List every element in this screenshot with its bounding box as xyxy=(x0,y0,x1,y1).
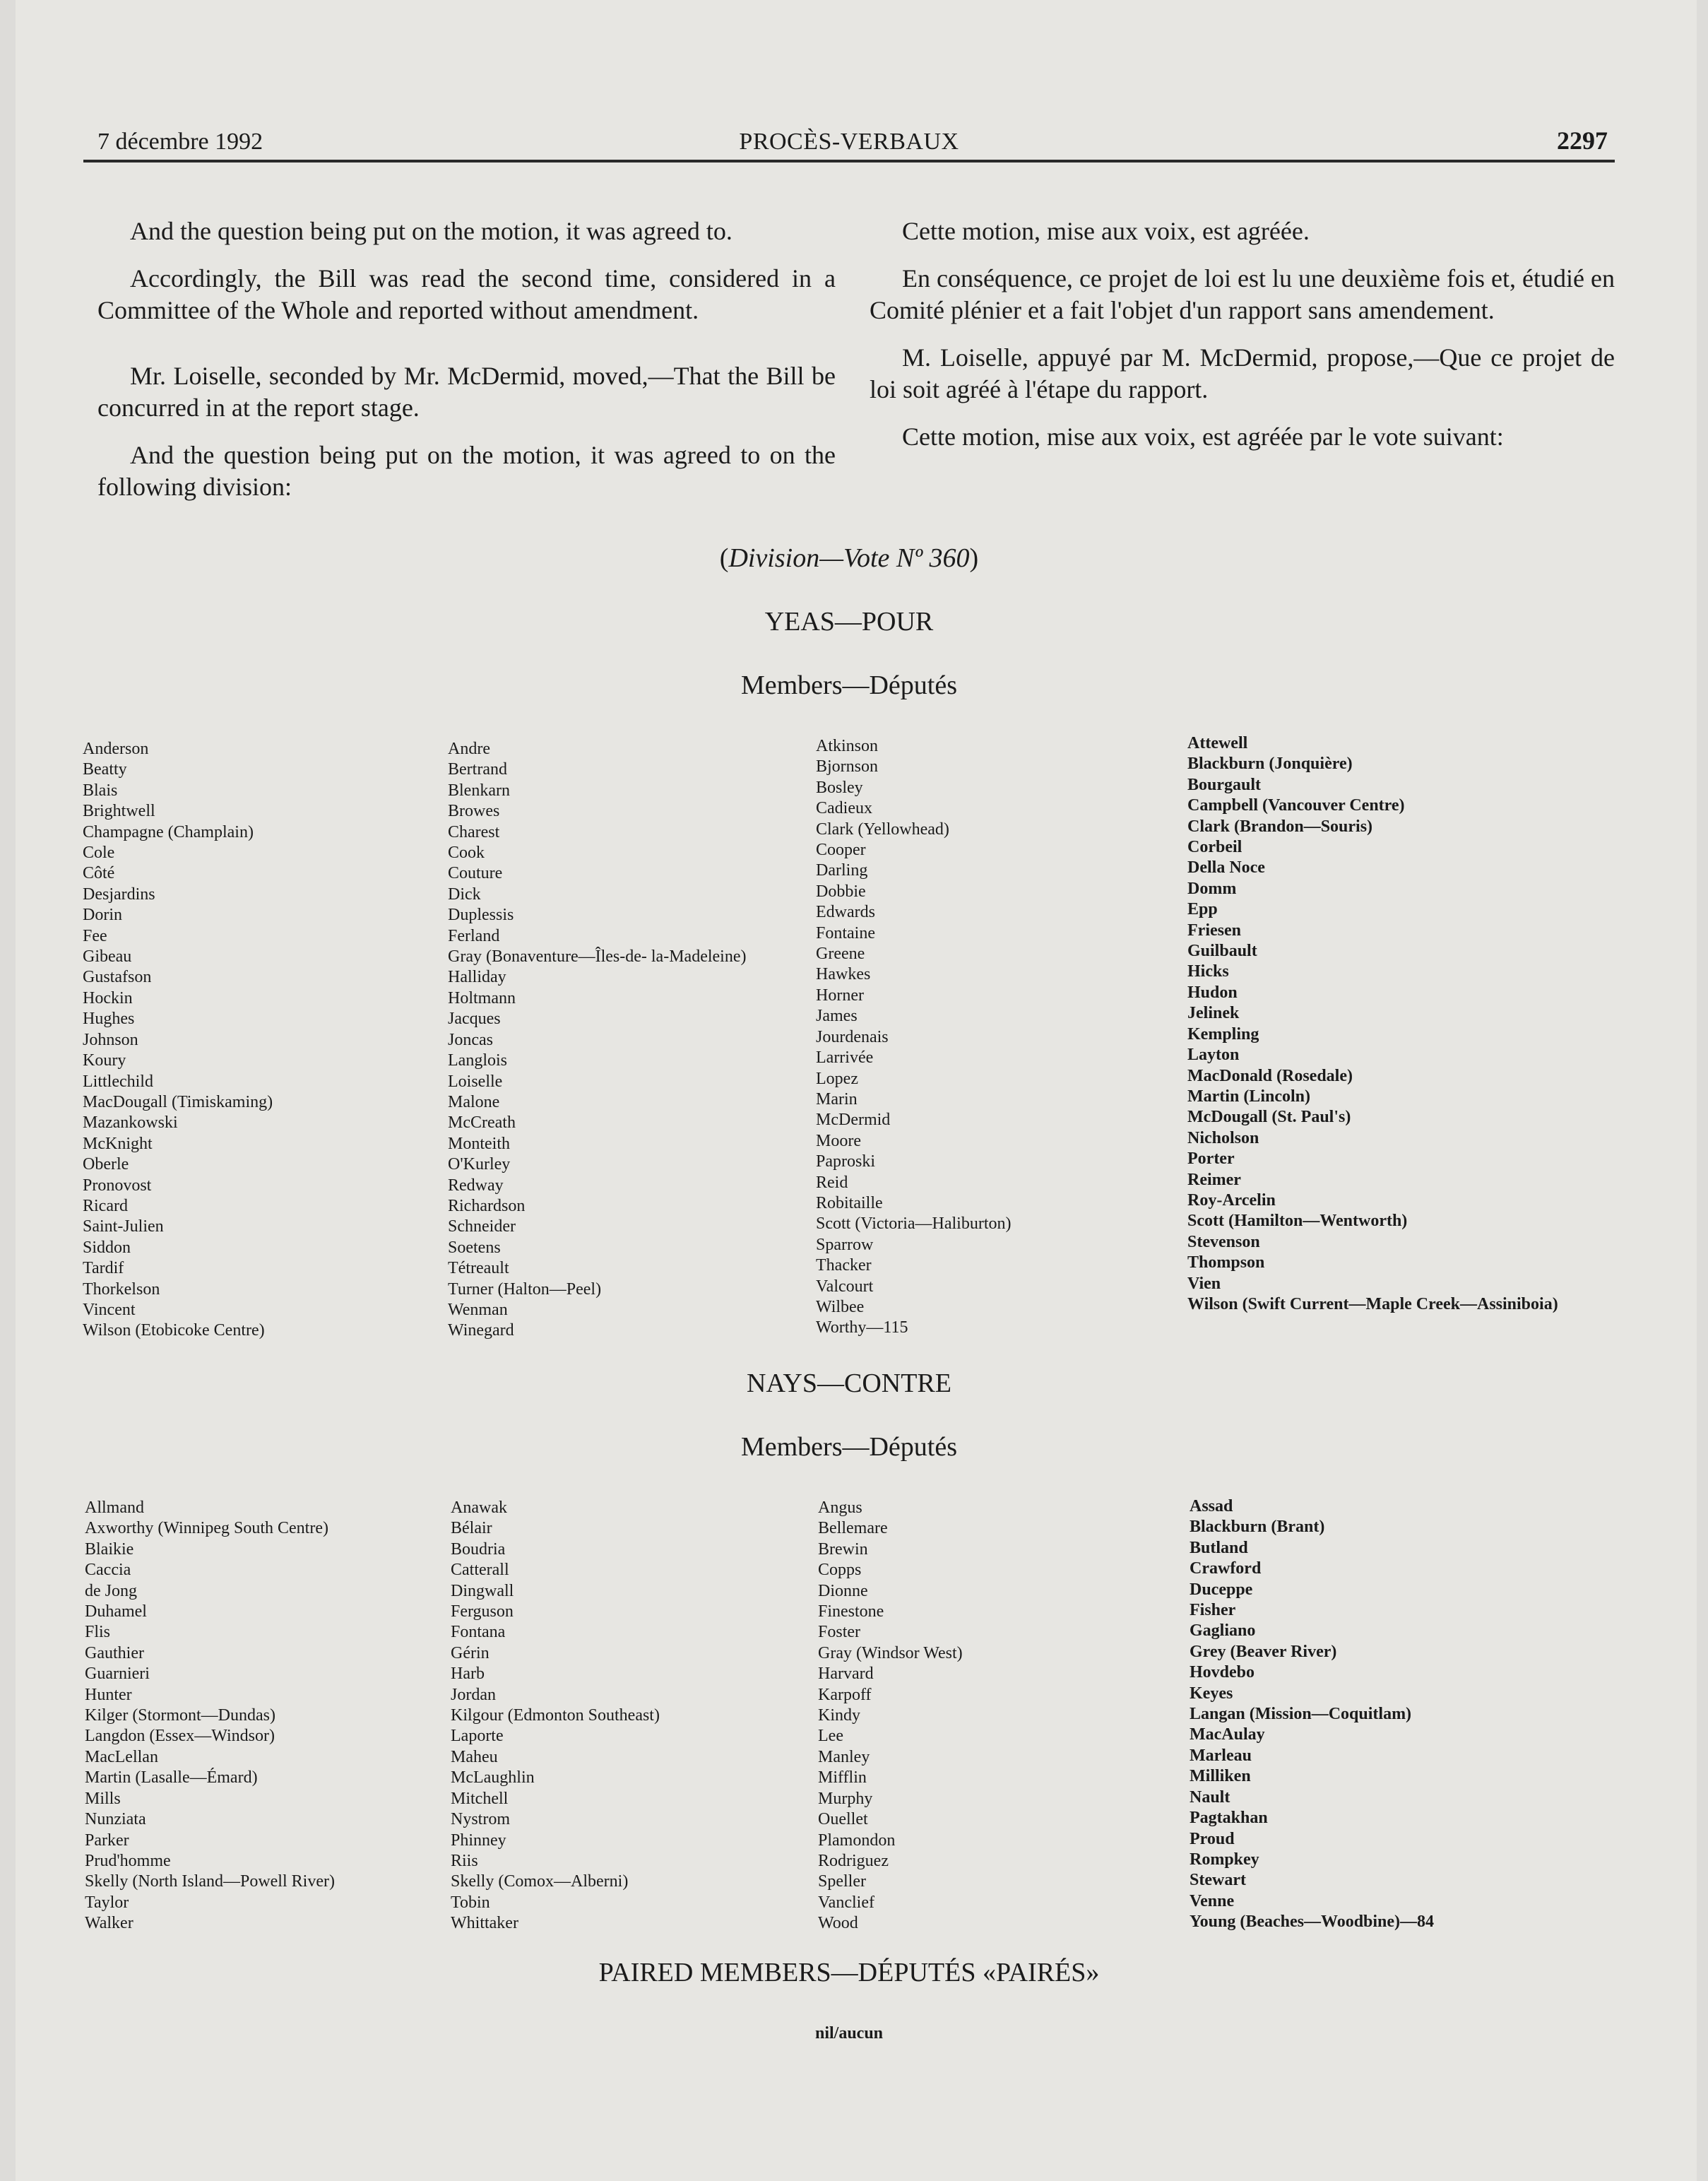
nays-member: Riis xyxy=(451,1851,478,1870)
nays-member: Wood xyxy=(818,1914,858,1933)
nays-member: Foster xyxy=(818,1623,860,1642)
yeas-column-3 xyxy=(816,736,1012,1339)
nays-member: Parker xyxy=(85,1831,129,1850)
nays-member: Gauthier xyxy=(85,1643,144,1662)
nays-member: Langan (Mission—Coquitlam) xyxy=(1190,1705,1412,1724)
page-number: 2297 xyxy=(1557,126,1608,155)
yeas-member: Lopez xyxy=(816,1069,858,1088)
yeas-member: Darling xyxy=(816,861,868,880)
french-paragraph-3: M. Loiselle, appuyé par M. McDermid, propose,—Que ce projet de loi soit agréé à l'étape du rapport. xyxy=(870,343,1615,403)
yeas-member: Gray (Bonaventure—Îles-de- la-Madeleine) xyxy=(448,947,747,967)
yeas-member: Loiselle xyxy=(448,1072,503,1091)
yeas-member: Fee xyxy=(83,926,107,945)
yeas-member: Kempling xyxy=(1187,1024,1259,1044)
yeas-member: Couture xyxy=(448,864,503,883)
nays-member: Murphy xyxy=(818,1789,873,1808)
nays-member: Walker xyxy=(85,1914,134,1933)
yeas-member: Côté xyxy=(83,864,115,883)
nays-column-4 xyxy=(1190,1496,1434,1933)
yeas-member: Oberle xyxy=(83,1155,129,1174)
yeas-member: Thacker xyxy=(816,1256,872,1275)
yeas-member: Dobbie xyxy=(816,882,866,901)
nays-member: Ferguson xyxy=(451,1602,514,1621)
yeas-member: Jacques xyxy=(448,1010,501,1029)
yeas-member: Joncas xyxy=(448,1030,493,1049)
yeas-member: Monteith xyxy=(448,1134,510,1153)
yeas-member: Andre xyxy=(448,740,490,758)
yeas-member: Bertrand xyxy=(448,760,507,779)
yeas-member: Tétreault xyxy=(448,1259,509,1278)
nays-member: Phinney xyxy=(451,1831,506,1850)
yeas-member: McKnight xyxy=(83,1134,153,1153)
division-open-paren: ( xyxy=(719,543,729,573)
yeas-member: Nicholson xyxy=(1187,1128,1259,1147)
nays-member: Pagtakhan xyxy=(1190,1809,1268,1828)
nays-member: Rodriguez xyxy=(818,1851,889,1870)
nays-member: Allmand xyxy=(85,1499,144,1517)
nays-member: Taylor xyxy=(85,1893,129,1912)
yeas-member: McDermid xyxy=(816,1111,891,1130)
yeas-member: Ferland xyxy=(448,926,500,945)
yeas-member: Reimer xyxy=(1187,1170,1241,1189)
nays-member: Fisher xyxy=(1190,1601,1236,1620)
yeas-member: Gibeau xyxy=(83,947,132,967)
yeas-member: Edwards xyxy=(816,903,875,922)
nays-member: Caccia xyxy=(85,1561,131,1580)
yeas-member: Clark (Yellowhead) xyxy=(816,820,949,839)
division-close-paren: ) xyxy=(969,543,979,573)
nays-member: Laporte xyxy=(451,1727,504,1746)
nays-member: Blaikie xyxy=(85,1539,134,1559)
nays-member: Assad xyxy=(1190,1497,1233,1515)
yeas-member: Siddon xyxy=(83,1238,131,1257)
yeas-member: Valcourt xyxy=(816,1277,874,1296)
yeas-member: Gustafson xyxy=(83,968,152,987)
yeas-member: Greene xyxy=(816,945,865,964)
nays-member: Whittaker xyxy=(451,1914,518,1933)
yeas-member: Koury xyxy=(83,1051,126,1070)
yeas-member: McCreath xyxy=(448,1113,516,1133)
nays-member: Brewin xyxy=(818,1539,868,1559)
yeas-member: Desjardins xyxy=(83,885,155,904)
yeas-members-heading: Members—Députés xyxy=(740,670,958,700)
nays-member: Angus xyxy=(818,1499,862,1517)
nays-member: McLaughlin xyxy=(451,1768,535,1787)
yeas-member: Halliday xyxy=(448,968,506,987)
yeas-member: Della Noce xyxy=(1187,858,1265,877)
yeas-member: Soetens xyxy=(448,1238,501,1257)
nays-member: Dingwall xyxy=(451,1581,514,1600)
yeas-member: Dorin xyxy=(83,906,122,925)
nays-member: Kilgour (Edmonton Southeast) xyxy=(451,1706,660,1725)
yeas-member: Cooper xyxy=(816,841,866,860)
yeas-member: Wilson (Swift Current—Maple Creek—Assiniboia) xyxy=(1187,1294,1558,1313)
yeas-member: Mazankowski xyxy=(83,1113,178,1133)
nays-member: de Jong xyxy=(85,1581,137,1600)
nays-member: Vanclief xyxy=(818,1893,874,1912)
yeas-member: Hawkes xyxy=(816,965,871,984)
nays-member: Jordan xyxy=(451,1685,496,1704)
yeas-member: Holtmann xyxy=(448,988,516,1007)
nays-member: Hovdebo xyxy=(1190,1663,1255,1682)
yeas-member: Domm xyxy=(1187,879,1237,898)
yeas-member: Vien xyxy=(1187,1274,1221,1293)
paired-heading: PAIRED MEMBERS—DÉPUTÉS «PAIRÉS» xyxy=(598,1958,1100,1987)
nays-member: Catterall xyxy=(451,1561,509,1580)
yeas-member: Cook xyxy=(448,844,485,863)
nays-member: Harvard xyxy=(818,1665,874,1684)
yeas-member: Sparrow xyxy=(816,1235,874,1254)
nays-heading: NAYS—CONTRE xyxy=(747,1369,951,1398)
header-title: PROCÈS-VERBAUX xyxy=(739,129,959,155)
yeas-member: Hicks xyxy=(1187,962,1229,981)
nays-members-heading: Members—Députés xyxy=(740,1432,958,1462)
nays-member: Dionne xyxy=(818,1581,868,1600)
nays-member: Kilger (Stormont—Dundas) xyxy=(85,1706,275,1725)
yeas-member: Brightwell xyxy=(83,802,155,821)
yeas-member: Littlechild xyxy=(83,1072,153,1091)
yeas-member: Richardson xyxy=(448,1196,526,1215)
paired-value: nil/aucun xyxy=(814,2024,884,2043)
yeas-member: Winegard xyxy=(448,1321,514,1340)
yeas-member: Cole xyxy=(83,844,115,863)
yeas-member: Bosley xyxy=(816,778,863,797)
yeas-member: Bourgault xyxy=(1187,775,1262,794)
division-text: Division—Vote Nº 360 xyxy=(728,543,970,573)
nays-member: Butland xyxy=(1190,1538,1248,1557)
yeas-member: Reid xyxy=(816,1173,848,1192)
yeas-member: Duplessis xyxy=(448,906,514,925)
english-paragraph-1: And the question being put on the motion, it was agreed to. xyxy=(130,217,733,245)
yeas-member: Wilbee xyxy=(816,1297,865,1316)
document-page xyxy=(16,0,1697,2181)
yeas-member: Blais xyxy=(83,781,118,800)
yeas-member: Jourdenais xyxy=(816,1027,889,1046)
yeas-member: Clark (Brandon—Souris) xyxy=(1187,817,1373,836)
yeas-member: Epp xyxy=(1187,900,1218,919)
nays-member: Blackburn (Brant) xyxy=(1190,1518,1325,1537)
nays-member: Copps xyxy=(818,1561,862,1580)
yeas-column-1 xyxy=(83,739,273,1342)
nays-member: Proud xyxy=(1190,1829,1235,1848)
yeas-column-4 xyxy=(1187,733,1558,1315)
nays-member: MacLellan xyxy=(85,1747,158,1766)
yeas-member: Dick xyxy=(448,885,481,904)
english-paragraph-3: Mr. Loiselle, seconded by Mr. McDermid, moved,—That the Bill be concurred in at the report stage. xyxy=(97,362,836,422)
yeas-member: Robitaille xyxy=(816,1193,883,1212)
nays-member: Ouellet xyxy=(818,1810,868,1829)
nays-member: Bélair xyxy=(451,1519,492,1538)
nays-member: Keyes xyxy=(1190,1684,1233,1703)
yeas-member: Larrivée xyxy=(816,1048,874,1068)
english-paragraph-2: Accordingly, the Bill was read the second time, considered in a Committee of the Whole and reported without amendment. xyxy=(97,264,836,324)
yeas-member: Scott (Victoria—Haliburton) xyxy=(816,1214,1012,1234)
nays-member: Martin (Lasalle—Émard) xyxy=(85,1768,258,1787)
yeas-member: Atkinson xyxy=(816,737,879,755)
nays-member: Skelly (Comox—Alberni) xyxy=(451,1872,629,1891)
nays-member: Duceppe xyxy=(1190,1580,1253,1599)
nays-member: Harb xyxy=(451,1665,485,1684)
nays-member: Hunter xyxy=(85,1685,132,1704)
yeas-member: Langlois xyxy=(448,1051,507,1070)
yeas-member: Pronovost xyxy=(83,1176,152,1195)
yeas-member: Hudon xyxy=(1187,983,1238,1002)
nays-member: Bellemare xyxy=(818,1519,888,1538)
nays-member: Lee xyxy=(818,1727,843,1746)
yeas-member: Champagne (Champlain) xyxy=(83,822,254,841)
nays-member: Marleau xyxy=(1190,1746,1252,1765)
yeas-member: Wilson (Etobicoke Centre) xyxy=(83,1321,265,1340)
nays-member: Finestone xyxy=(818,1602,884,1621)
nays-member: Anawak xyxy=(451,1499,507,1517)
nays-member: Mills xyxy=(85,1789,121,1808)
nays-column-2 xyxy=(451,1498,660,1934)
nays-member: Milliken xyxy=(1190,1767,1251,1786)
nays-member: Stewart xyxy=(1190,1871,1246,1890)
nays-member: Gray (Windsor West) xyxy=(818,1643,963,1662)
yeas-member: Layton xyxy=(1187,1046,1240,1065)
yeas-member: Thompson xyxy=(1187,1253,1265,1272)
yeas-member: Schneider xyxy=(448,1217,516,1236)
nays-member: Mifflin xyxy=(818,1768,867,1787)
yeas-member: Worthy—115 xyxy=(816,1318,908,1337)
french-column xyxy=(870,215,1615,468)
nays-member: Skelly (North Island—Powell River) xyxy=(85,1872,335,1891)
yeas-member: Tardif xyxy=(83,1259,124,1278)
nays-member: Mitchell xyxy=(451,1789,509,1808)
nays-member: Karpoff xyxy=(818,1685,872,1704)
yeas-member: Anderson xyxy=(83,740,149,758)
yeas-member: Turner (Halton—Peel) xyxy=(448,1279,602,1299)
nays-member: MacAulay xyxy=(1190,1725,1265,1744)
yeas-member: Saint-Julien xyxy=(83,1217,164,1236)
yeas-member: Horner xyxy=(816,986,864,1005)
yeas-member: Blackburn (Jonquière) xyxy=(1187,755,1353,774)
yeas-member: Wenman xyxy=(448,1300,508,1319)
english-column xyxy=(97,215,836,519)
nays-member: Rompkey xyxy=(1190,1850,1259,1869)
yeas-heading: YEAS—POUR xyxy=(764,607,934,637)
yeas-member: Malone xyxy=(448,1092,500,1111)
nays-member: Guarnieri xyxy=(85,1665,150,1684)
nays-member: Nunziata xyxy=(85,1810,146,1829)
nays-member: Gérin xyxy=(451,1643,490,1662)
french-paragraph-2: En conséquence, ce projet de loi est lu une deuxième fois et, étudié en Comité plénier et a fait l'objet d'un rapport sans amendement. xyxy=(870,264,1615,324)
nays-member: Manley xyxy=(818,1747,870,1766)
yeas-member: Fontaine xyxy=(816,923,875,942)
yeas-member: McDougall (St. Paul's) xyxy=(1187,1108,1351,1127)
nays-member: Fontana xyxy=(451,1623,506,1642)
french-paragraph-4: Cette motion, mise aux voix, est agréée par le vote suivant: xyxy=(902,422,1504,451)
page-header xyxy=(83,120,1615,162)
nays-member: Nystrom xyxy=(451,1810,510,1829)
yeas-member: Johnson xyxy=(83,1030,138,1049)
yeas-member: Campbell (Vancouver Centre) xyxy=(1187,796,1405,815)
nays-member: Gagliano xyxy=(1190,1621,1256,1641)
nays-member: Axworthy (Winnipeg South Centre) xyxy=(85,1519,328,1538)
yeas-member: Browes xyxy=(448,802,500,821)
nays-member: Duhamel xyxy=(85,1602,147,1621)
nays-member: Venne xyxy=(1190,1891,1235,1910)
yeas-member: Porter xyxy=(1187,1149,1235,1169)
yeas-member: O'Kurley xyxy=(448,1155,511,1174)
nays-member: Kindy xyxy=(818,1706,860,1725)
nays-member: Tobin xyxy=(451,1893,490,1912)
nays-member: Young (Beaches—Woodbine)—84 xyxy=(1190,1913,1435,1932)
nays-member: Flis xyxy=(85,1623,111,1642)
yeas-member: Cadieux xyxy=(816,799,872,818)
yeas-member: Redway xyxy=(448,1176,504,1195)
yeas-member: Stevenson xyxy=(1187,1232,1260,1251)
yeas-member: Friesen xyxy=(1187,921,1241,940)
yeas-column-2 xyxy=(448,739,746,1342)
yeas-member: Thorkelson xyxy=(83,1279,160,1299)
yeas-member: Corbeil xyxy=(1187,838,1243,857)
yeas-member: Hockin xyxy=(83,988,133,1007)
nays-member: Nault xyxy=(1190,1787,1230,1807)
nays-member: Maheu xyxy=(451,1747,498,1766)
yeas-member: Charest xyxy=(448,822,500,841)
yeas-member: James xyxy=(816,1007,858,1026)
nays-member: Langdon (Essex—Windsor) xyxy=(85,1727,275,1746)
yeas-member: Paproski xyxy=(816,1152,875,1171)
yeas-member: MacDonald (Rosedale) xyxy=(1187,1066,1353,1085)
yeas-member: Hughes xyxy=(83,1010,135,1029)
yeas-member: Jelinek xyxy=(1187,1004,1240,1023)
yeas-member: Beatty xyxy=(83,760,127,779)
nays-member: Prud'homme xyxy=(85,1851,171,1870)
nays-member: Crawford xyxy=(1190,1559,1262,1578)
nays-member: Grey (Beaver River) xyxy=(1190,1642,1337,1661)
yeas-member: Scott (Hamilton—Wentworth) xyxy=(1187,1212,1408,1231)
yeas-member: Ricard xyxy=(83,1196,128,1215)
nays-member: Boudria xyxy=(451,1539,506,1559)
yeas-member: Blenkarn xyxy=(448,781,510,800)
yeas-member: Roy-Arcelin xyxy=(1187,1190,1276,1210)
yeas-member: Martin (Lincoln) xyxy=(1187,1087,1310,1106)
yeas-member: Marin xyxy=(816,1089,858,1109)
nays-column-1 xyxy=(85,1498,335,1934)
french-paragraph-1: Cette motion, mise aux voix, est agréée. xyxy=(902,217,1310,245)
yeas-member: Attewell xyxy=(1187,734,1248,752)
yeas-member: Moore xyxy=(816,1131,861,1150)
nays-column-3 xyxy=(818,1498,963,1934)
nays-member: Plamondon xyxy=(818,1831,896,1850)
division-label xyxy=(83,543,1615,574)
yeas-member: Vincent xyxy=(83,1300,136,1319)
english-paragraph-4: And the question being put on the motion, it was agreed to on the following division: xyxy=(97,441,836,501)
yeas-member: Guilbault xyxy=(1187,942,1257,961)
yeas-member: Bjornson xyxy=(816,757,879,776)
header-date: 7 décembre 1992 xyxy=(97,129,263,155)
yeas-member: MacDougall (Timiskaming) xyxy=(83,1092,273,1111)
nays-member: Speller xyxy=(818,1872,866,1891)
